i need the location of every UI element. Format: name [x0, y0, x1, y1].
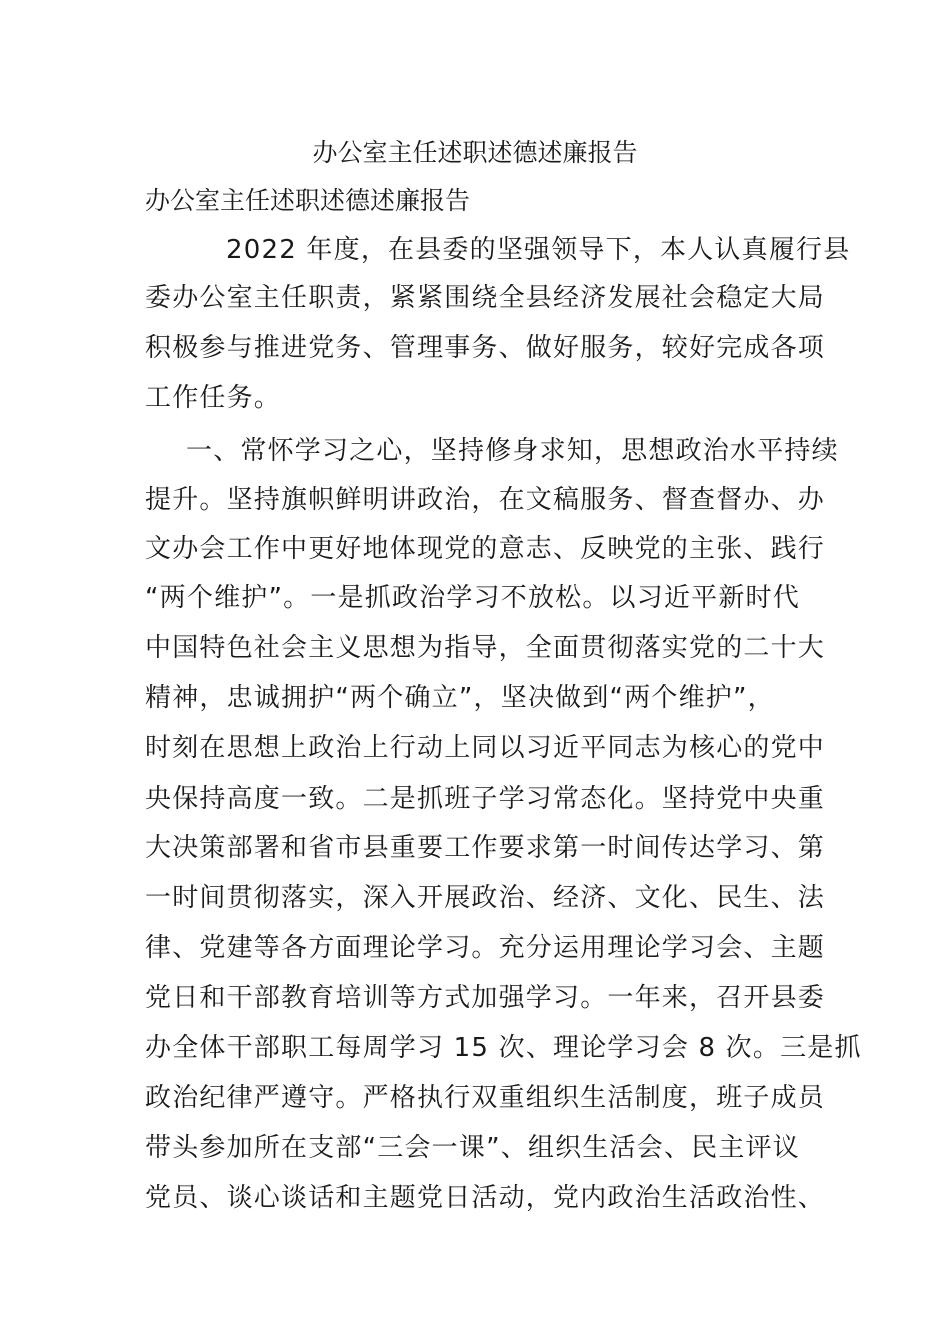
paragraph-line: 中国特色社会主义思想为指导，全面贯彻落实党的二十大 — [145, 633, 826, 663]
paragraph-line: “两个维护”。一是抓政治学习不放松。以习近平新时代 — [145, 583, 800, 613]
paragraph-line: 时刻在思想上政治上行动上同以习近平同志为核心的党中 — [145, 733, 826, 763]
paragraph-line: 党日和干部教育培训等方式加强学习。一年来，召开县委 — [145, 983, 826, 1013]
paragraph-line: 一、常怀学习之心，坚持修身求知，思想政治水平持续 — [186, 436, 839, 466]
paragraph-line: 积极参与推进党务、管理事务、做好服务，较好完成各项 — [145, 333, 826, 363]
paragraph-line: 央保持高度一致。二是抓班子学习常态化。坚持党中央重 — [145, 784, 826, 814]
paragraph-line: 工作任务。 — [145, 383, 282, 413]
paragraph-line: 带头参加所在支部“三会一课”、组织生活会、民主评议 — [145, 1133, 800, 1163]
document-title: 办公室主任述职述德述廉报告 — [312, 138, 638, 167]
paragraph-line: 委办公室主任职责，紧紧围绕全县经济发展社会稳定大局 — [145, 283, 826, 313]
paragraph-line: 文办会工作中更好地体现党的意志、反映党的主张、践行 — [145, 534, 826, 564]
paragraph-line: 精神，忠诚拥护“两个确立”，坚决做到“两个维护”， — [145, 683, 775, 713]
paragraph-line: 党员、谈心谈话和主题党日活动，党内政治生活政治性、 — [145, 1183, 826, 1213]
paragraph-line: 政治纪律严遵守。严格执行双重组织生活制度，班子成员 — [145, 1083, 826, 1113]
paragraph-line: 办全体干部职工每周学习 15 次、理论学习会 8 次。三是抓 — [145, 1033, 862, 1063]
document-subtitle: 办公室主任述职述德述廉报告 — [145, 186, 471, 215]
paragraph-line: 律、党建等各方面理论学习。充分运用理论学习会、主题 — [145, 933, 826, 963]
paragraph-line: 提升。坚持旗帜鲜明讲政治，在文稿服务、督查督办、办 — [145, 485, 826, 515]
paragraph-line: 一时间贯彻落实，深入开展政治、经济、文化、民生、法 — [145, 883, 826, 913]
paragraph-line: 大决策部署和省市县重要工作要求第一时间传达学习、第 — [145, 833, 826, 863]
paragraph-line: 2022 年度，在县委的坚强领导下，本人认真履行县 — [226, 235, 851, 265]
